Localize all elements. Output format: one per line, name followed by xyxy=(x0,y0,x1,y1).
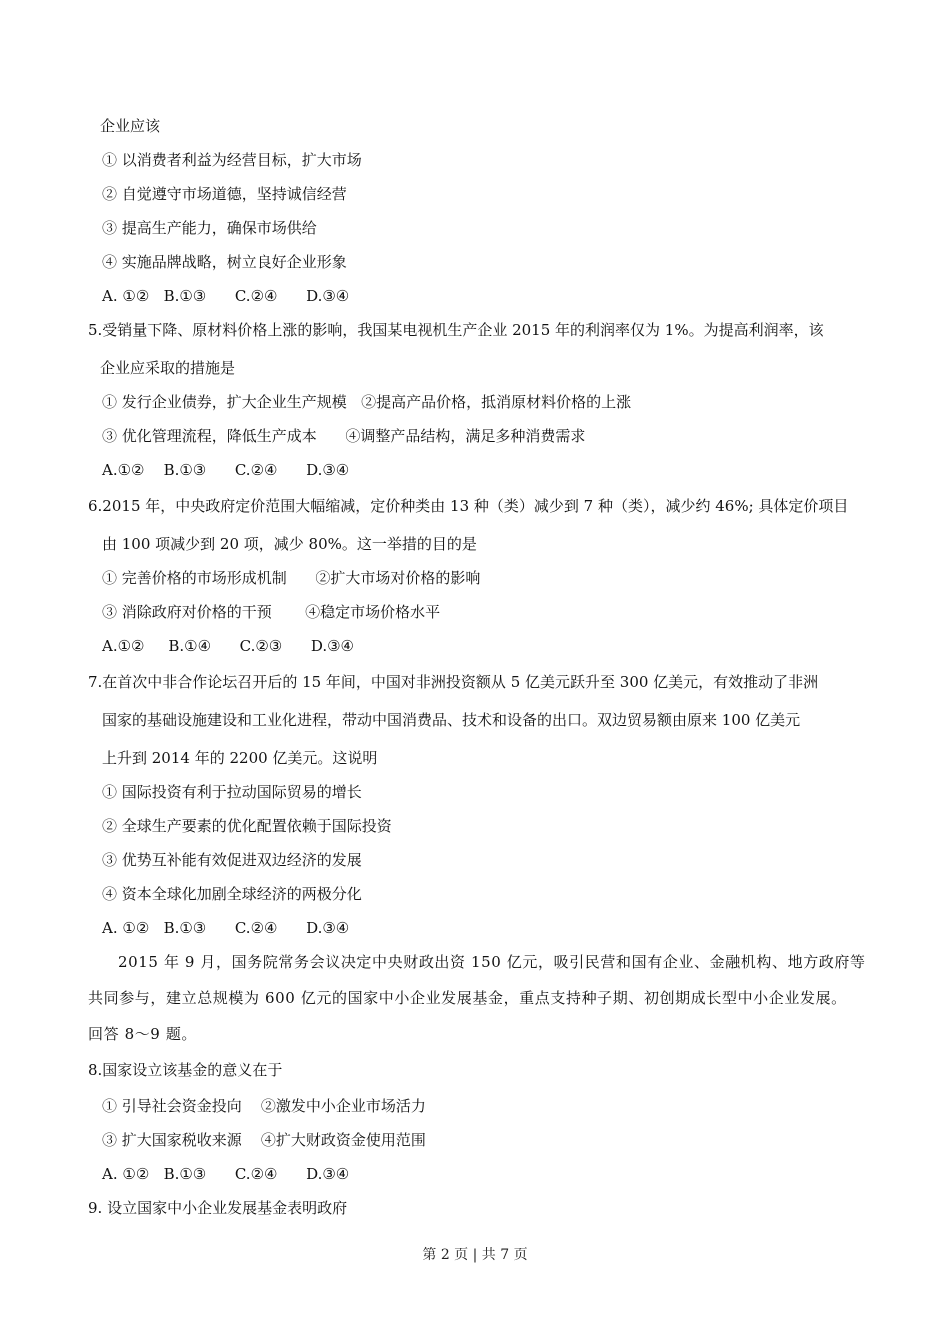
q8-options-1-2: ① 引导社会资金投向 ②激发中小企业市场活力 xyxy=(102,1097,426,1115)
q4-option-3: ③ 提高生产能力，确保市场供给 xyxy=(102,219,317,237)
q6-answer-choices: A.①② B.①④ C.②③ D.③④ xyxy=(102,637,354,655)
q4-option-2: ② 自觉遵守市场道德，坚持诚信经营 xyxy=(102,185,347,203)
q4-answer-choices: A. ①② B.①③ C.②④ D.③④ xyxy=(102,287,350,305)
q6-options-1-2: ① 完善价格的市场形成机制 ②扩大市场对价格的影响 xyxy=(102,569,481,587)
page-footer: 第 2 页 | 共 7 页 xyxy=(422,1247,528,1263)
q7-option-2: ② 全球生产要素的优化配置依赖于国际投资 xyxy=(102,817,392,835)
q4-option-1: ① 以消费者利益为经营目标，扩大市场 xyxy=(102,151,362,169)
passage-line-1: 2015 年 9 月，国务院常务会议决定中央财政出资 150 亿元，吸引民营和国有企业、金融机构、地方政府等 xyxy=(118,953,866,971)
q7-answer-choices: A. ①② B.①③ C.②④ D.③④ xyxy=(102,919,350,937)
q5-stem-line-2: 企业应采取的措施是 xyxy=(100,359,236,377)
q5-options-3-4: ③ 优化管理流程，降低生产成本 ④调整产品结构，满足多种消费需求 xyxy=(102,427,586,445)
q6-stem-line-2: 由 100 项减少到 20 项，减少 80%。这一举措的目的是 xyxy=(102,535,477,553)
q7-option-4: ④ 资本全球化加剧全球经济的两极分化 xyxy=(102,885,362,903)
passage-line-2: 共同参与，建立总规模为 600 亿元的国家中小企业发展基金，重点支持种子期、初创期成长型中小企业发展。 xyxy=(88,989,847,1007)
q6-stem-line-1: 6.2015 年，中央政府定价范围大幅缩减，定价种类由 13 种（类）减少到 7 种（类），减少约 46%; 具体定价项目 xyxy=(88,497,849,515)
q9-stem: 9. 设立国家中小企业发展基金表明政府 xyxy=(88,1199,348,1217)
q8-answer-choices: A. ①② B.①③ C.②④ D.③④ xyxy=(102,1165,350,1183)
q7-stem-line-3: 上升到 2014 年的 2200 亿美元。这说明 xyxy=(102,749,378,767)
q6-options-3-4: ③ 消除政府对价格的干预 ④稳定市场价格水平 xyxy=(102,603,441,621)
q4-option-4: ④ 实施品牌战略，树立良好企业形象 xyxy=(102,253,347,271)
q8-stem: 8.国家设立该基金的意义在于 xyxy=(88,1061,283,1079)
q7-option-1: ① 国际投资有利于拉动国际贸易的增长 xyxy=(102,783,362,801)
q5-stem-line-1: 5.受销量下降、原材料价格上涨的影响，我国某电视机生产企业 2015 年的利润率仅为 1%。为提高利润率，该 xyxy=(88,321,824,339)
q5-options-1-2: ① 发行企业债券，扩大企业生产规模 ②提高产品价格，抵消原材料价格的上涨 xyxy=(102,393,632,411)
q4-stem-continuation: 企业应该 xyxy=(100,117,161,135)
q7-option-3: ③ 优势互补能有效促进双边经济的发展 xyxy=(102,851,362,869)
passage-line-3: 回答 8～9 题。 xyxy=(88,1025,198,1043)
q7-stem-line-1: 7.在首次中非合作论坛召开后的 15 年间，中国对非洲投资额从 5 亿美元跃升至 300 亿美元，有效推动了非洲 xyxy=(88,673,819,691)
q7-stem-line-2: 国家的基础设施建设和工业化进程，带动中国消费品、技术和设备的出口。双边贸易额由原来 100 亿美元 xyxy=(102,711,801,729)
q8-options-3-4: ③ 扩大国家税收来源 ④扩大财政资金使用范围 xyxy=(102,1131,426,1149)
q5-answer-choices: A.①② B.①③ C.②④ D.③④ xyxy=(102,461,350,479)
